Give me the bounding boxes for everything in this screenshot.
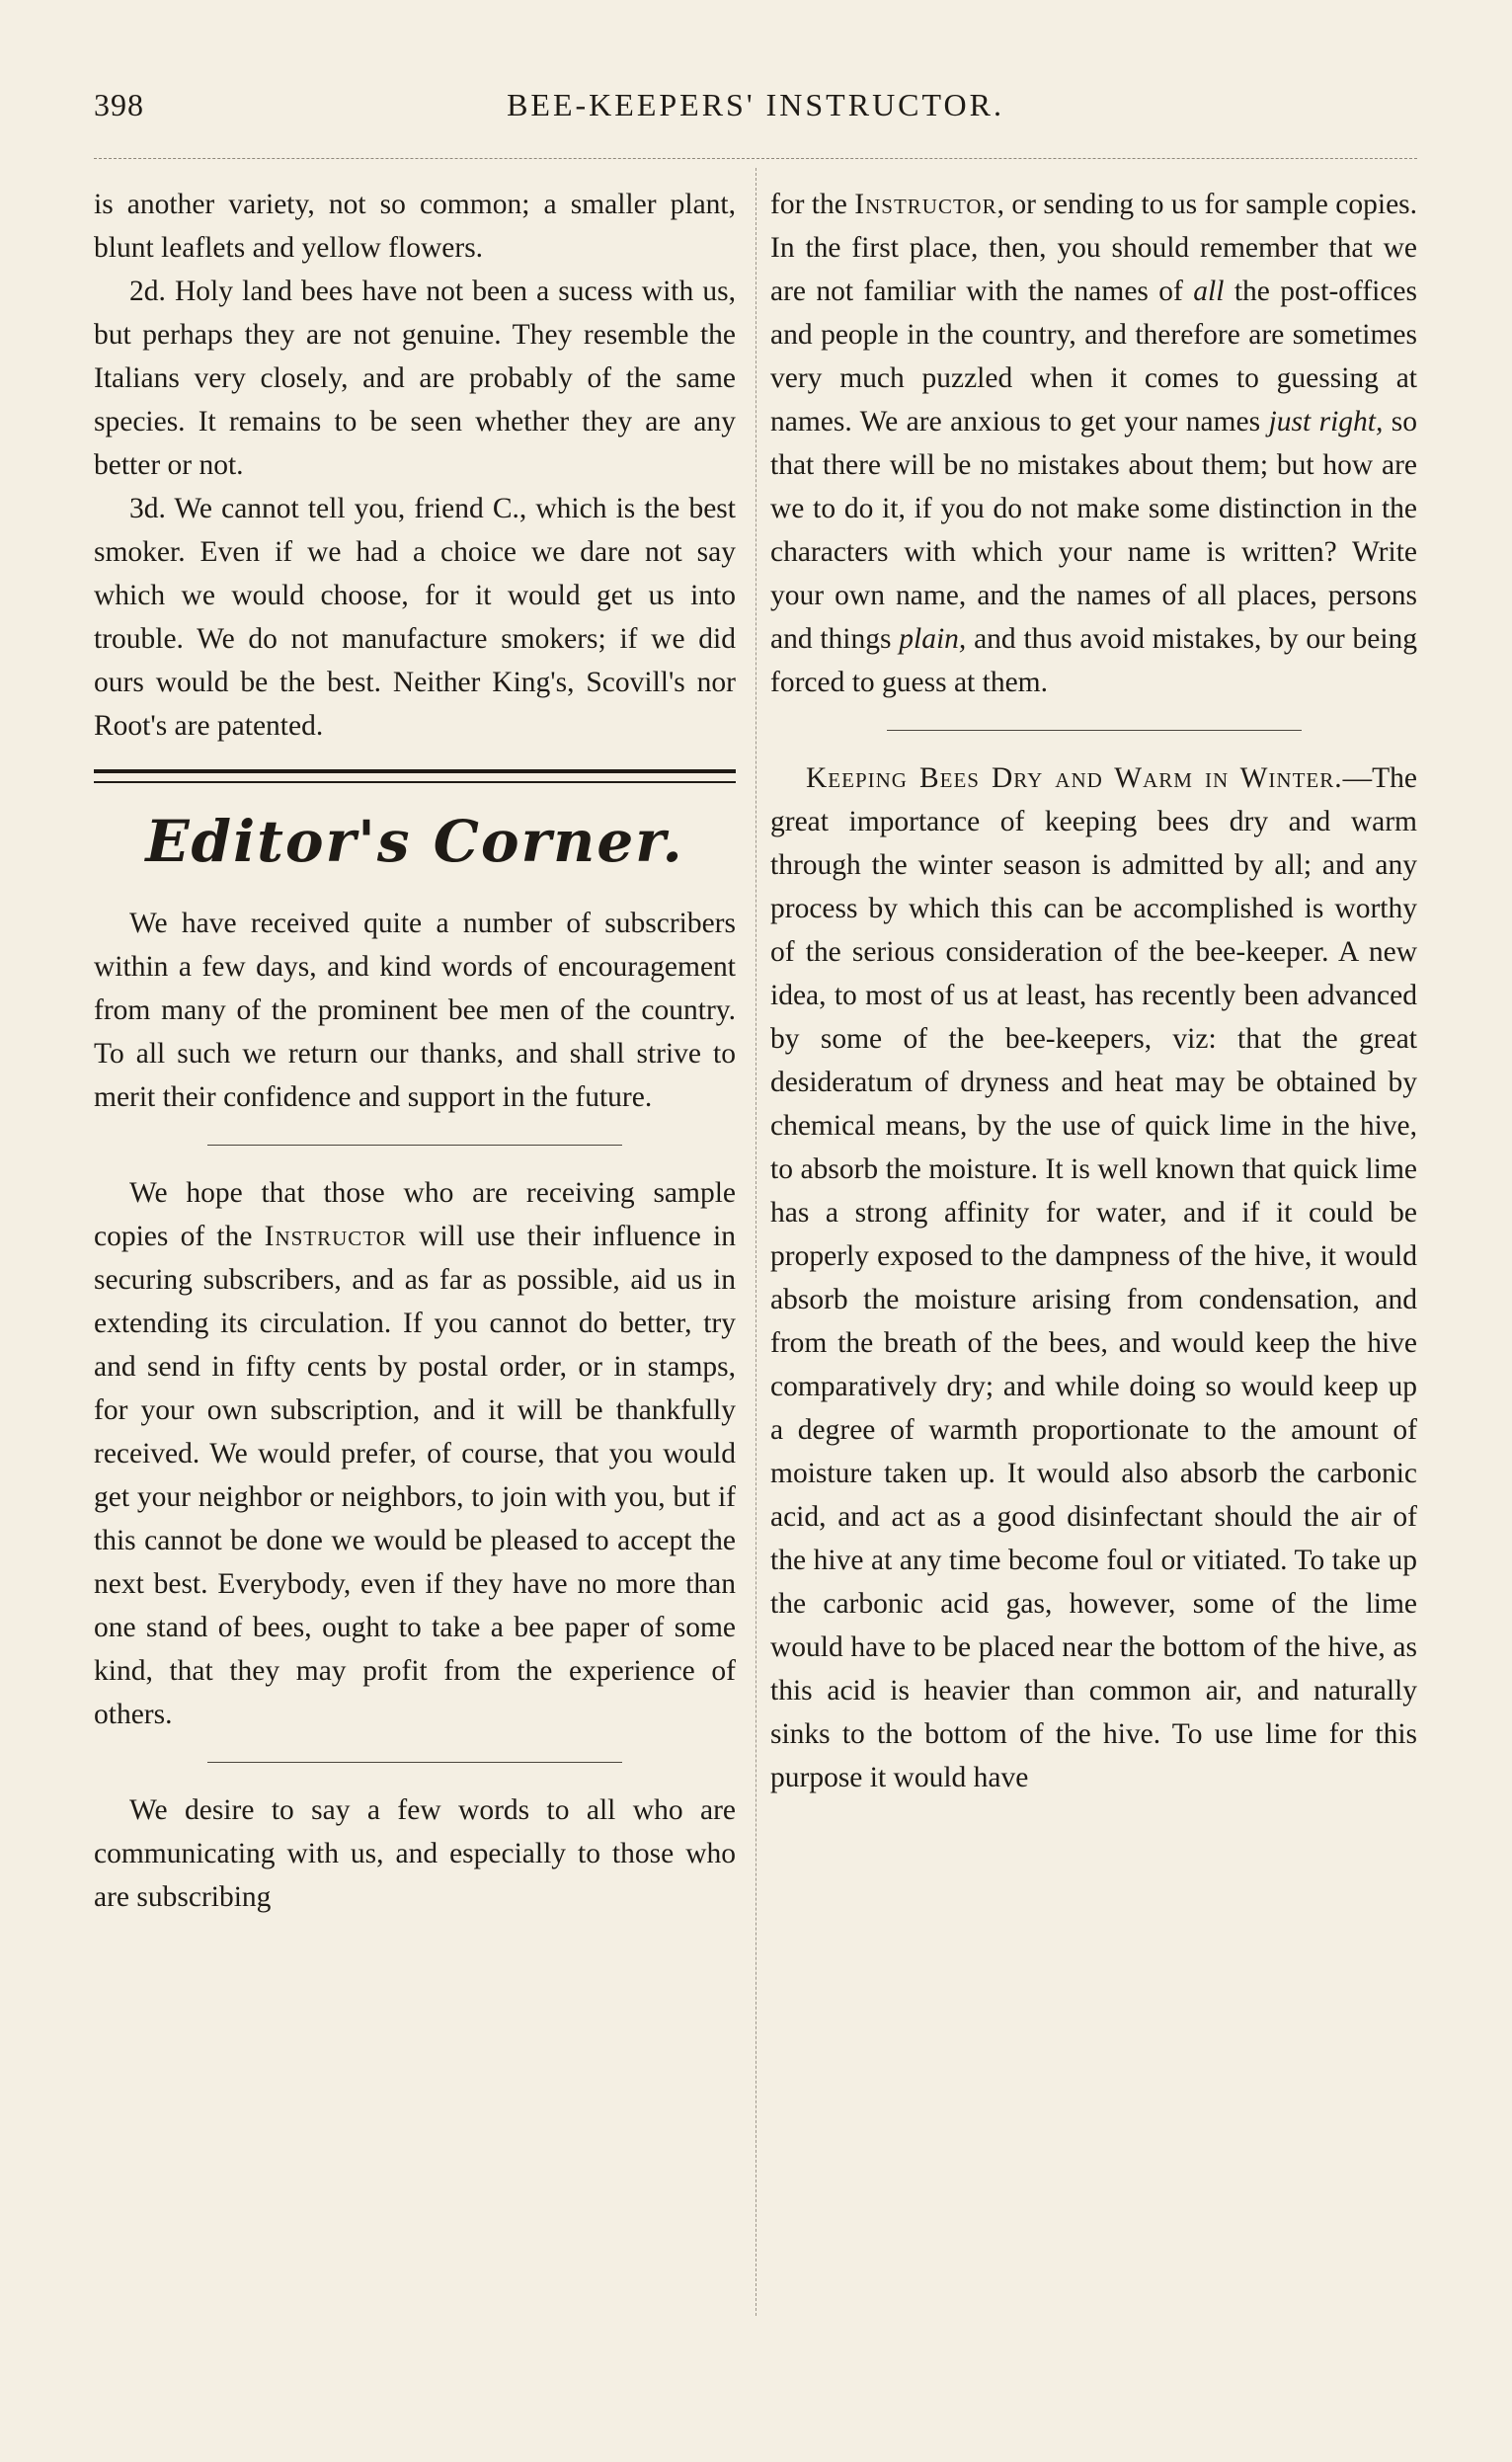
text-fragment: the post-offices and people in the country, and therefore are sometimes very much puzzled when it comes to guessing at names. We are anxious to get your names — [770, 276, 1418, 437]
emphasis-just-right: just right, — [1268, 406, 1384, 437]
paragraph-names — [770, 183, 1417, 704]
paragraph-keeping-bees-dry — [770, 756, 1417, 1799]
paragraph-subscribers: We have received quite a number of subscribers within a few days, and kind words of encouragement from many of the prominent bee men of the country. To all such we return our thanks, and shall strive to merit their confidence and support in the future. — [94, 908, 736, 1113]
paragraph-continued-variety: is another variety, not so common; a smaller plant, blunt leaflets and yellow flowers. — [94, 189, 736, 264]
text-fragment: for the — [770, 189, 847, 220]
text-fragment: , or sending to us for sample copies. In the first place, then, you should remember that we are not familiar with the names of — [770, 189, 1418, 307]
emphasis-plain: plain, — [899, 623, 967, 655]
text-fragment: We hope that those who are receiving sample copies of the — [94, 1177, 736, 1252]
article-heading: Keeping Bees Dry and Warm in Winter. — [806, 762, 1343, 794]
article-body: —The great importance of keeping bees dry and warm through the winter season is admitted by all; and any process by which this can be accomplished is worthy of the serious consideration of the bee-keeper. A new idea, to most of us at least, has recently been advanced by some of the bee-keepers, viz: that the great desideratum of dryness and heat may be obtained by chemical means, by the use of quick lime in the hive, to absorb the moisture. It is well known that quick lime has a strong affinity for water, and if it could be properly exposed to the dampness of the hive, it would absorb the moisture arising from condensation, and from the breath of the bees, and would keep the hive comparatively dry; and while doing so would keep up a degree of warmth proportionate to the amount of moisture taken up. It would also absorb the carbonic acid, and act as a good disinfectant should the air of the hive at any time become foul or vitiated. To take up the carbonic acid gas, however, some of the lime would have to be placed near the bottom of the hive, as this acid is heavier than common air, and naturally sinks to the bottom of the hive. To use lime for this purpose it would have — [770, 762, 1417, 1793]
running-head — [94, 87, 1417, 136]
paragraph-communicating: We desire to say a few words to all who are communicating with us, and especially to those who are subscribing — [94, 1794, 736, 1913]
header-rule — [94, 158, 1417, 159]
section-title-editors-corner: Editor's Corner. — [145, 808, 684, 875]
right-column — [770, 183, 1417, 1799]
paragraph-sample-copies — [94, 1171, 736, 1736]
page-number: 398 — [94, 87, 144, 122]
instructor-name: Instructor — [264, 1221, 407, 1252]
text-fragment: and thus avoid mistakes, by our being forced to guess at them. — [770, 623, 1418, 698]
paragraph-holy-land-bees: 2d. Holy land bees have not been a sucess with us, but perhaps they are not genuine. They resemble the Italians very closely, and are probably of the same species. It remains to be seen whether they are any better or not. — [94, 276, 736, 481]
left-column — [94, 183, 736, 1919]
section-rule — [94, 769, 736, 783]
emphasis-all: all — [1193, 276, 1225, 307]
instructor-name: Instructor — [854, 189, 997, 220]
paragraph-separator — [207, 1145, 622, 1146]
paragraph-best-smoker: 3d. We cannot tell you, friend C., which is the best smoker. Even if we had a choice we dare not say which we would choose, for it would get us into trouble. We do not manufacture smokers; if we did ours would be the best. Neither King's, Scovill's nor Root's are patented. — [94, 493, 736, 742]
text-fragment: will use their influence in securing subscribers, and as far as possible, aid us in extending its circulation. If you cannot do better, try and send in fifty cents by postal order, or in stamps, for your own subscription, and it will be thankfully received. We would prefer, of course, that you would get your neighbor or neighbors, to join with you, but if this cannot be done we would be pleased to accept the next best. Everybody, even if they have no more than one stand of bees, ought to take a bee paper of some kind, that they may profit from the experience of others. — [94, 1221, 736, 1730]
journal-title: BEE-KEEPERS' INSTRUCTOR. — [507, 87, 1004, 122]
paragraph-separator — [207, 1762, 622, 1763]
paragraph-separator — [887, 730, 1302, 731]
text-fragment: so that there will be no mistakes about them; but how are we to do it, if you do not make some distinction in the characters with which your name is written? Write your own name, and the names of all places, persons and things — [770, 406, 1418, 655]
